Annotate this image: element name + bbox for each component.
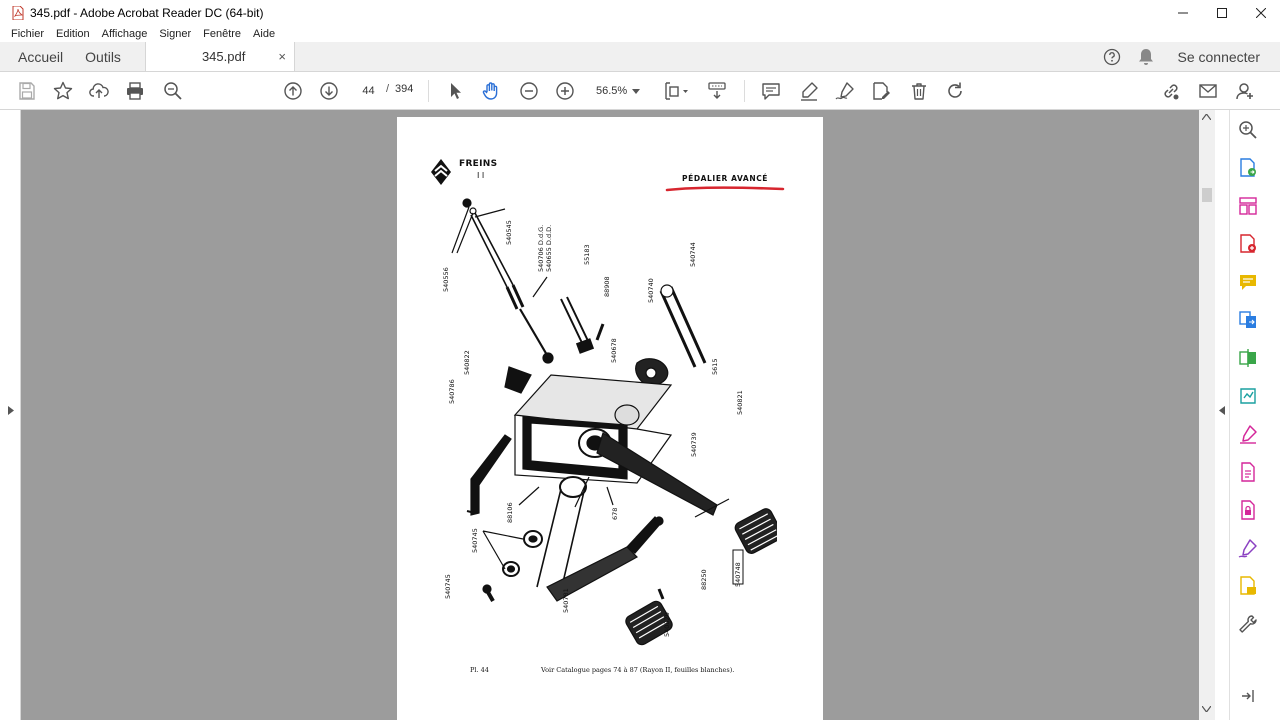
menu-bar xyxy=(0,26,1280,42)
zoom-level-value: 56.5% xyxy=(596,85,628,97)
fill-sign-icon[interactable] xyxy=(870,80,892,102)
compare-files-icon[interactable] xyxy=(1237,347,1259,369)
close-tab-icon[interactable]: × xyxy=(278,49,286,64)
close-window-button[interactable] xyxy=(1241,0,1280,26)
plate-number: Pl. 44 xyxy=(470,666,489,674)
zoom-in-icon[interactable] xyxy=(554,80,576,102)
search-icon[interactable] xyxy=(1237,119,1259,141)
tab-tools[interactable]: Outils xyxy=(85,48,121,65)
window-title: 345.pdf - Adobe Acrobat Reader DC (64-bit) xyxy=(30,6,264,20)
pedal-assembly-diagram xyxy=(427,187,777,657)
part-label: 540545 xyxy=(505,220,513,245)
comment-tool-icon[interactable] xyxy=(1237,271,1259,293)
part-label: 540739 xyxy=(690,432,698,457)
chevron-down-icon xyxy=(632,89,640,94)
catalogue-reference: Voir Catalogue pages 74 à 87 (Rayon II, feuilles blanches). xyxy=(541,666,735,674)
document-tab-label: 345.pdf xyxy=(201,49,246,64)
chevron-left-icon xyxy=(1219,406,1225,415)
part-label: 55183 xyxy=(583,244,591,265)
part-label: 540820 xyxy=(663,612,671,637)
tab-bar xyxy=(0,42,1280,72)
part-label: 540748 xyxy=(734,562,742,587)
export-pdf-icon[interactable] xyxy=(1237,157,1259,179)
minimize-icon xyxy=(1178,8,1188,18)
scroll-down-icon[interactable] xyxy=(1202,706,1211,712)
bookmark-star-icon[interactable] xyxy=(52,80,74,102)
vertical-scrollbar[interactable] xyxy=(1199,110,1215,720)
collapse-panel-icon[interactable] xyxy=(1237,685,1259,707)
menu-edition[interactable]: Edition xyxy=(56,28,90,40)
scroll-mode-icon[interactable] xyxy=(706,80,728,102)
zoom-search-icon[interactable] xyxy=(162,80,184,102)
maximize-button[interactable] xyxy=(1202,0,1241,26)
edit-pdf-icon[interactable] xyxy=(1237,461,1259,483)
part-label: 678 xyxy=(611,507,619,520)
fit-page-icon[interactable] xyxy=(662,80,690,102)
protect-pdf-icon[interactable] xyxy=(1237,499,1259,521)
part-label: 540678 xyxy=(610,338,618,363)
share-link-icon[interactable] xyxy=(1160,80,1182,102)
notification-bell-icon[interactable] xyxy=(1136,47,1156,67)
delete-icon[interactable] xyxy=(908,80,930,102)
toolbar-divider xyxy=(744,80,745,102)
tab-home[interactable]: Accueil xyxy=(18,48,64,65)
zoom-out-icon[interactable] xyxy=(518,80,540,102)
part-label: 540740 xyxy=(647,278,655,303)
right-panel-toggle[interactable] xyxy=(1215,110,1230,720)
sign-pen-icon[interactable] xyxy=(834,80,856,102)
part-label: 540786 xyxy=(448,379,456,404)
comment-icon[interactable] xyxy=(760,80,782,102)
rotate-icon[interactable] xyxy=(944,80,966,102)
maximize-icon xyxy=(1217,8,1227,18)
toolbar xyxy=(0,72,1280,110)
hand-tool-icon[interactable] xyxy=(480,80,502,102)
left-panel-toggle[interactable] xyxy=(0,110,21,720)
toolbar-divider xyxy=(428,80,429,102)
menu-affichage[interactable]: Affichage xyxy=(101,28,148,40)
page-subheading: I I xyxy=(477,171,485,180)
part-label: 88908 xyxy=(603,276,611,297)
more-tools-icon[interactable] xyxy=(1237,613,1259,635)
part-label: 540745 xyxy=(471,528,479,553)
page-heading: FREINS xyxy=(459,159,498,169)
page-number-input[interactable]: 44 xyxy=(362,85,375,97)
part-label: 540556 xyxy=(442,267,450,292)
part-label: 88250 xyxy=(700,569,708,590)
combine-files-icon[interactable] xyxy=(1237,309,1259,331)
menu-aide[interactable]: Aide xyxy=(253,28,276,40)
part-label: 540655 D.d.D. xyxy=(545,224,553,272)
close-icon xyxy=(1256,8,1266,18)
part-label: 88106 xyxy=(506,502,514,523)
print-icon[interactable] xyxy=(124,80,146,102)
stamp-icon[interactable] xyxy=(1237,575,1259,597)
minimize-button[interactable] xyxy=(1163,0,1202,26)
organize-pages-icon[interactable] xyxy=(1237,195,1259,217)
scrollbar-thumb[interactable] xyxy=(1202,188,1212,202)
cloud-upload-icon[interactable] xyxy=(88,80,110,102)
next-page-icon[interactable] xyxy=(318,80,340,102)
acrobat-pdf-icon xyxy=(12,6,24,20)
part-label: 540745 xyxy=(444,574,452,599)
email-icon[interactable] xyxy=(1197,80,1219,102)
create-pdf-icon[interactable] xyxy=(1237,233,1259,255)
part-label: 540706 D.d.G. xyxy=(537,224,545,272)
zoom-level-dropdown[interactable] xyxy=(590,81,646,101)
part-label: 5615 xyxy=(711,358,719,375)
part-label: 540781 xyxy=(562,588,570,613)
send-for-review-icon[interactable] xyxy=(1237,385,1259,407)
menu-signer[interactable]: Signer xyxy=(159,28,192,40)
previous-page-icon[interactable] xyxy=(282,80,304,102)
page-total: 394 xyxy=(395,83,414,95)
section-title: PÉDALIER AVANCÉ xyxy=(682,174,769,183)
right-tools-pane xyxy=(1230,110,1280,720)
highlight-pen-icon[interactable] xyxy=(798,80,820,102)
part-label: 540744 xyxy=(689,242,697,267)
save-icon[interactable] xyxy=(16,80,38,102)
help-icon[interactable] xyxy=(1102,47,1122,67)
chevron-right-icon xyxy=(8,406,14,415)
fill-and-sign-icon[interactable] xyxy=(1237,423,1259,445)
request-signature-icon[interactable] xyxy=(1237,537,1259,559)
part-label: 540822 xyxy=(463,350,471,375)
pdf-page xyxy=(397,117,823,720)
menu-fichier[interactable]: Fichier xyxy=(11,28,45,40)
scroll-up-icon[interactable] xyxy=(1202,114,1211,120)
citroen-logo xyxy=(431,159,451,185)
title-bar xyxy=(0,0,1280,26)
part-label: 540821 xyxy=(736,390,744,415)
select-cursor-icon[interactable] xyxy=(444,80,466,102)
tab-document[interactable] xyxy=(145,42,295,71)
menu-fenetre[interactable]: Fenêtre xyxy=(203,28,242,40)
sign-in-link[interactable]: Se connecter xyxy=(1177,48,1260,65)
page-separator: / xyxy=(386,83,390,95)
add-user-icon[interactable] xyxy=(1234,80,1256,102)
